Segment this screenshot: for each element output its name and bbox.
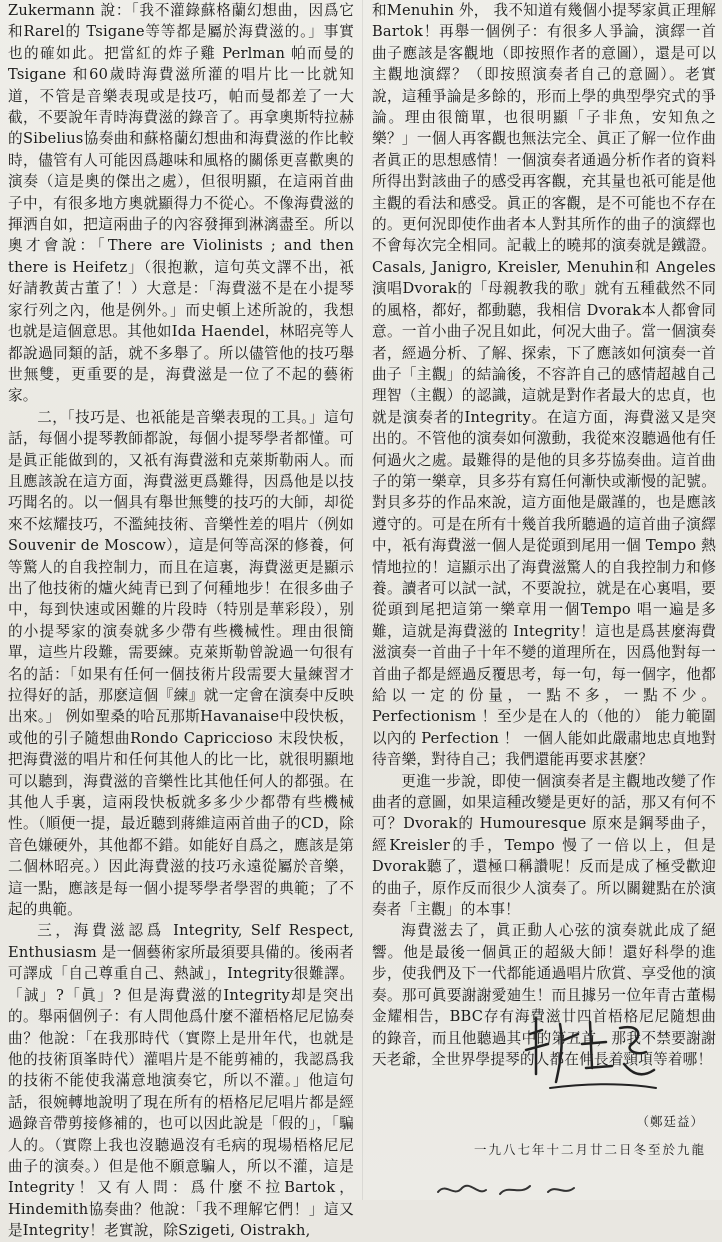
handwritten-scribble [430,1176,610,1200]
right-paragraph-2: 更進一步說，即使一個演奏者是主觀地改變了作曲者的意圖，如果這種改變是更好的話，那又有何不可？Dvorak的 Humouresque 原來是鋼琴曲子，經Kreisler的手，Tempo 慢了一倍以上，但是Dvorak聽了，還極口稱讚呢！反而是成了極受歡迎的曲子，原作反而很少人演奏了。所以關鍵點在於演奏者「主觀」的本事！ [372,772,716,919]
date-line: 一九八七年十二月廿二日冬至於九龍 [473,1142,706,1157]
left-paragraph-2: 二，「技巧是、也祇能是音樂表現的工具。」這句話，每個小提琴教師都說，每個小提琴學者都懂。可是眞正能做到的，又祇有海費滋和克萊斯勒兩人。而且應該說在這方面，海費滋更爲難得，因爲他是以技巧聞名的。以一個具有舉世無雙的技巧的大師，却從來不炫耀技巧，不濫純技術、音樂性差的唱片（例如Souvenir de Moscow），這是何等高深的修養，何等驚人的自我控制力，而且在這裏，海費滋更是顯示出了他技術的爐火純青已到了何種地步！在很多曲子中，每到快速或困難的片段時（特別是華彩段），别的小提琴家的演奏就多少帶有些機械性。理由很簡單，這些片段難，需要練。克萊斯勒曾說過一句很有名的話：「如果有任何一個技術片段需要大量練習才拉得好的話，那麽這個『練』就一定會在演奏中反映出來。」 例如聖桑的哈瓦那斯Havanaise中段快板，或他的引子隨想曲Rondo Capriccioso 末段快板，把海費滋的唱片和任何其他人的比一比，就很明顯地可以聽到，海費滋的音樂性比其他任何人的都强。在其他人手裏，這兩段快板就多多少少都帶有些機械性。（順便一提，最近聽到蔣維這兩首曲子的CD，除音色嫌硬外，其他都不錯。如能好自爲之，應該是第二個林昭亮。）因此海費滋的技巧永遠從屬於音樂，這一點，應該是每一個小提琴學者學習的典範；了不起的典範。 [8,408,354,919]
right-paragraph-3: 海費滋去了，眞正動人心弦的演奏就此成了絕響。他是最後一個眞正的超級大師！還好科學的進步，使我們及下一代都能通過唱片欣賞、享受他的演奏。那可眞要謝謝愛廸生！而且據另一位年青古董楊金耀相告，BBC存有海費滋廿四首梧格尼尼隨想曲的錄音，而且他聽過其中的第五首，那我不禁要謝謝天老爺，全世界學提琴的人都在伸長着頸項等着哪！ [372,922,716,1068]
left-column [8,0,354,1242]
column-divider [362,0,363,1200]
right-paragraph-1: 和Menuhin 外， 我不知道有幾個小提琴家眞正理解Bartok！再舉一個例子：有很多人爭論，演繹一首曲子應該是客觀地（即按照作者的意圖），還是可以主觀地演繹？（即按照演奏者自己的意圖）。老實說，這種爭論是多餘的，形而上學的典型學究式的爭論。理由很簡單，也很明顯「子非魚，安知魚之樂？」一個人再客觀也無法完全、眞正了解一位作曲者眞正的思想感情！一個演奏者通過分析作者的資料所得出對該曲子的感受再客觀，充其量也祇可能是他主觀的看法和感受。眞正的客觀，是不可能也不存在的。更何況即使作曲者本人對其所作的曲子的演繹也不會每次完全相同。記載上的曉邦的演奏就是鐵證。Casals, Janigro, Kreisler, Menuhin和 Angeles演唱Dvorak的「母親教我的歌」就有五種截然不同的風格，都好，都動聽，我相信 Dvorak本人都會同意。一首小曲子况且如此，何况大曲子。當一個演奏者，經過分析、了解、探索，下了應該如何演奏一首曲子「主觀」的結論後，不容許自己的感情超越自己理智（主觀）的認識，這就是對作者最大的忠貞，也就是演奏者的Integrity。在這方面，海費滋又是突出的。不管他的演奏如何激動，我從來沒聽過他有任何過火之處。最難得的是他的貝多芬協奏曲。這首曲子的第一樂章，貝多芬有寫任何漸快或漸慢的記號。對貝多芬的作品來說，這方面他是嚴謹的，也是應該遵守的。可是在所有十幾首我所聽過的這首曲子演繹中，祇有海費滋一個人是從頭到尾用一個 Tempo 熱情地拉的！這顯示出了海費滋驚人的自我控制力和修養。讀者可以試一試，不要說拉，就是在心裏唱，要從頭到尾把這第一樂章用一個Tempo 唱一遍是多難，這就是海費滋的 Integrity！這也是爲甚麼海費滋演奏一首曲子十年不變的道理所在，因爲他對每一首曲子都是經過反覆思考，每一句，每一個字，他都給以一定的份量，一點不多，一點不少。Perfectionism ！至少是在人的（他的） 能力範圍以內的 Perfection ！ 一個人能如此嚴肅地忠貞地對待音樂，對待自己；我們還能再要求甚麼？ [372,2,716,769]
left-paragraph-1: Zukermann 說：「我不灌錄蘇格蘭幻想曲，因爲它和Rarel的 Tsigane等等都是屬於海費滋的。」事實也的確如此。把當紅的炸子雞 Perlman 帕而曼的 Tsigane 和60歲時海費滋所灌的唱片比一比就知道，不管是音樂表現或是技巧，帕而曼都差了一大截，不要說年青時海費滋的錄音了。再拿奧斯特拉赫的Sibelius協奏曲和蘇格蘭幻想曲和海費滋的作比較時，儘管有人可能因爲趣味和風格的關係更喜歡奧的演奏（這是奧的傑出之處），但很明顯，在這兩首曲子中，有很多地方奧就顯得力不從心。不像海費滋的揮洒自如，把這兩曲子的內容發揮到淋漓盡至。所以奧才會說：「There are Violinists ; and then there is Heifetz」（很抱歉，這句英文譯不出，祇好請教黃古董了！）大意是：「海費滋不是在小提琴家行列之內，他是例外。」而史頓上述所說的，我想也就是這個意思。其他如Ida Haendel，林昭亮等人都說過同類的話，就不多舉了。所以儘管他的技巧舉世無雙，更重要的是，海費滋是一位了不起的藝術家。 [8,2,354,405]
left-paragraph-3: 三，海費滋認爲 Integrity, Self Respect, Enthusiasm 是一個藝術家所最須要具備的。後兩者可譯成「自己尊重自己、熱誠」，Integrity很難譯。「誠」?「眞」? 但是海費滋的Integrity却是突出的。舉兩個例子：有人問他爲什麼不灌梧格尼尼協奏曲？他說：「在我那時代（實際上是卅年代，也就是他的技術頂峯時代）灌唱片是不能剪補的，我認爲我的技術不能使我滿意地演奏它，所以不灌。」他這句話，很婉轉地說明了現在所有的梧格尼尼唱片都是經過錄音帶剪接修補的，也可以因此說是「假的」，「騙人的。（實際上我也沒聽過沒有毛病的現場梧格尼尼曲子的演奏。）但是他不願意騙人，所以不灌，這是Integrity！又有人問：爲什麼不拉Bartok，Hindemith協奏曲？他說：「我不理解它們！」這又是Integrity！老實說，除Szigeti, Oistrakh, [8,922,354,1240]
handwritten-signature [520,1004,660,1100]
author-name: （鄭廷益） [636,1114,704,1129]
right-column [372,0,716,1070]
